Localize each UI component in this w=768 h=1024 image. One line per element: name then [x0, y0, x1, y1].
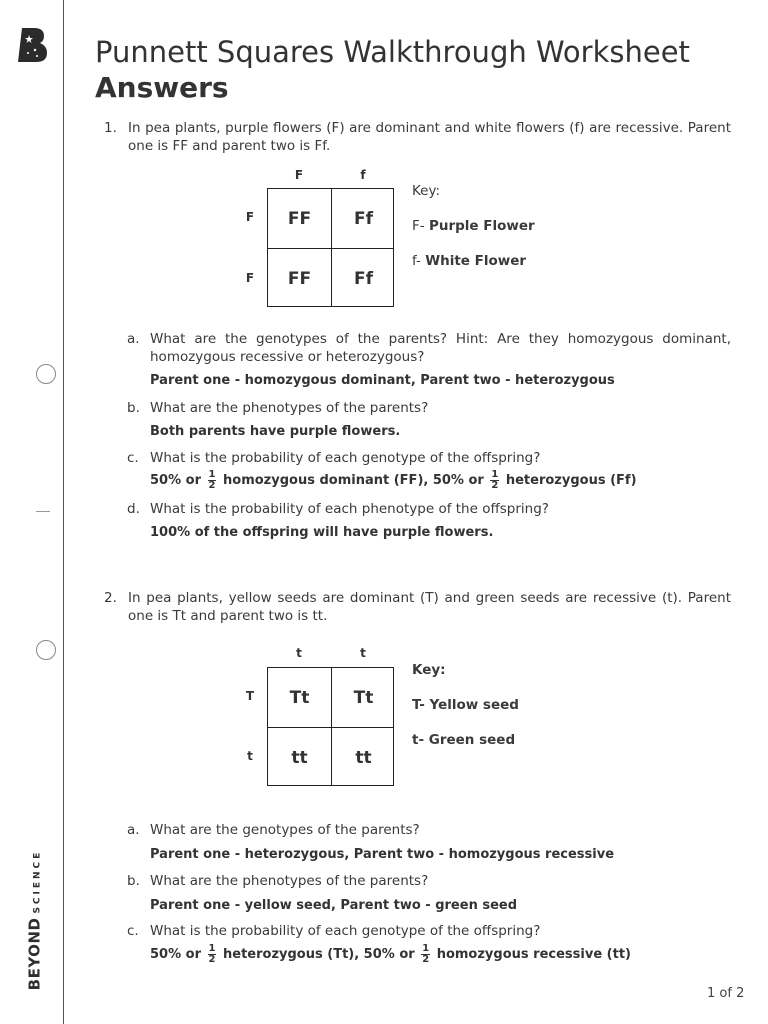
key-2-entry-1: T- Yellow seed: [412, 697, 519, 713]
brand-word-science: SCIENCE: [32, 849, 43, 914]
binder-hole: [36, 364, 56, 384]
q1-b-label: b.: [127, 400, 140, 416]
q2-c-label: c.: [127, 923, 139, 939]
q1-d-text: What is the probability of each phenotype of the offspring?: [150, 501, 549, 517]
page-subtitle: Answers: [95, 71, 229, 104]
one-half-fraction: $\frac{1}{2}$: [422, 943, 430, 965]
answer-part: homozygous dominant (FF), 50% or: [223, 473, 484, 488]
punnett-1-side-label: F: [245, 271, 255, 285]
key-1-entry-1-prefix: F-: [412, 218, 425, 234]
q2-a-label: a.: [127, 822, 140, 838]
question-1-text: In pea plants, purple flowers (F) are dominant and white flowers (f) are recessive. Parent one is FF and parent two is Ff.: [128, 120, 731, 154]
punnett-1-cell: FF: [287, 268, 312, 289]
q1-b-text: What are the phenotypes of the parents?: [150, 400, 429, 416]
punnett-2-cell: Tt: [289, 687, 310, 708]
one-half-fraction: $\frac{1}{2}$: [208, 943, 216, 965]
q1-c-answer: [150, 470, 637, 491]
punnett-2-top-label: t: [360, 646, 366, 660]
q2-c-text: What is the probability of each genotype of the offspring?: [150, 923, 541, 939]
punnett-square-1: [267, 188, 394, 307]
key-1-title: Key:: [412, 183, 441, 199]
beyond-science-logo-icon: [16, 26, 50, 64]
question-2-number: 2.: [104, 590, 117, 606]
punnett-2-cell: tt: [355, 747, 372, 768]
q1-a-answer: Parent one - homozygous dominant, Parent two - heterozygous: [150, 373, 615, 388]
q1-d-label: d.: [127, 501, 140, 517]
binder-hole: [36, 640, 56, 660]
punnett-2-cell: Tt: [353, 687, 374, 708]
punnett-1-side-label: F: [245, 210, 255, 224]
key-1-entry-1-value: Purple Flower: [428, 218, 535, 234]
q2-b-label: b.: [127, 873, 140, 889]
punnett-1-top-label: f: [360, 168, 366, 182]
punnett-1-top-label: F: [294, 168, 304, 182]
q2-a-answer: Parent one - heterozygous, Parent two - homozygous recessive: [150, 847, 615, 862]
q1-a-label: a.: [127, 331, 140, 347]
punnett-square-2: [267, 667, 394, 786]
key-1-entry-1: [412, 218, 535, 234]
punnett-2-side-label: T: [245, 689, 255, 703]
q2-a-text: What are the genotypes of the parents?: [150, 822, 420, 838]
fold-mark: [36, 511, 50, 512]
key-2-entry-2: t- Green seed: [412, 732, 516, 748]
key-1-entry-2-prefix: f-: [412, 253, 421, 269]
q1-c-text: What is the probability of each genotype of the offspring?: [150, 450, 541, 466]
answer-part: 50% or: [150, 947, 201, 962]
key-1-entry-2: [412, 253, 526, 269]
q1-c-label: c.: [127, 450, 139, 466]
answer-part: heterozygous (Tt), 50% or: [223, 947, 415, 962]
answer-part: heterozygous (Ff): [505, 473, 637, 488]
punnett-2-side-label: t: [247, 749, 253, 763]
answer-part: 50% or: [150, 473, 201, 488]
punnett-2-cell: tt: [291, 747, 308, 768]
q1-d-answer: 100% of the offspring will have purple flowers.: [150, 525, 494, 540]
q2-c-answer: [150, 944, 631, 965]
answer-part: homozygous recessive (tt): [436, 947, 631, 962]
punnett-1-cell: Ff: [353, 268, 373, 289]
punnett-2-top-label: t: [296, 646, 302, 660]
punnett-1-cell: FF: [287, 208, 312, 229]
brand-wordmark: [25, 850, 44, 991]
question-1-number: 1.: [104, 120, 117, 136]
key-2-title: Key:: [412, 662, 446, 678]
margin-line: [63, 0, 64, 1024]
page-title: Punnett Squares Walkthrough Worksheet: [95, 35, 690, 69]
q1-a-text: What are the genotypes of the parents? Hint: Are they homozygous dominant, homozygous recessive or heterozygous?: [150, 331, 731, 365]
q2-b-text: What are the phenotypes of the parents?: [150, 873, 429, 889]
key-1-entry-2-value: White Flower: [425, 253, 527, 269]
one-half-fraction: $\frac{1}{2}$: [491, 469, 499, 491]
punnett-1-cell: Ff: [353, 208, 373, 229]
q1-b-answer: Both parents have purple flowers.: [150, 424, 401, 439]
q2-b-answer: Parent one - yellow seed, Parent two - green seed: [150, 898, 518, 913]
question-2-text: In pea plants, yellow seeds are dominant (T) and green seeds are recessive (t). Parent one is Tt and parent two is tt.: [128, 590, 731, 624]
page-number: 1 of 2: [707, 986, 745, 1001]
brand-word-beyond: BEYOND: [25, 917, 44, 991]
one-half-fraction: $\frac{1}{2}$: [208, 469, 216, 491]
